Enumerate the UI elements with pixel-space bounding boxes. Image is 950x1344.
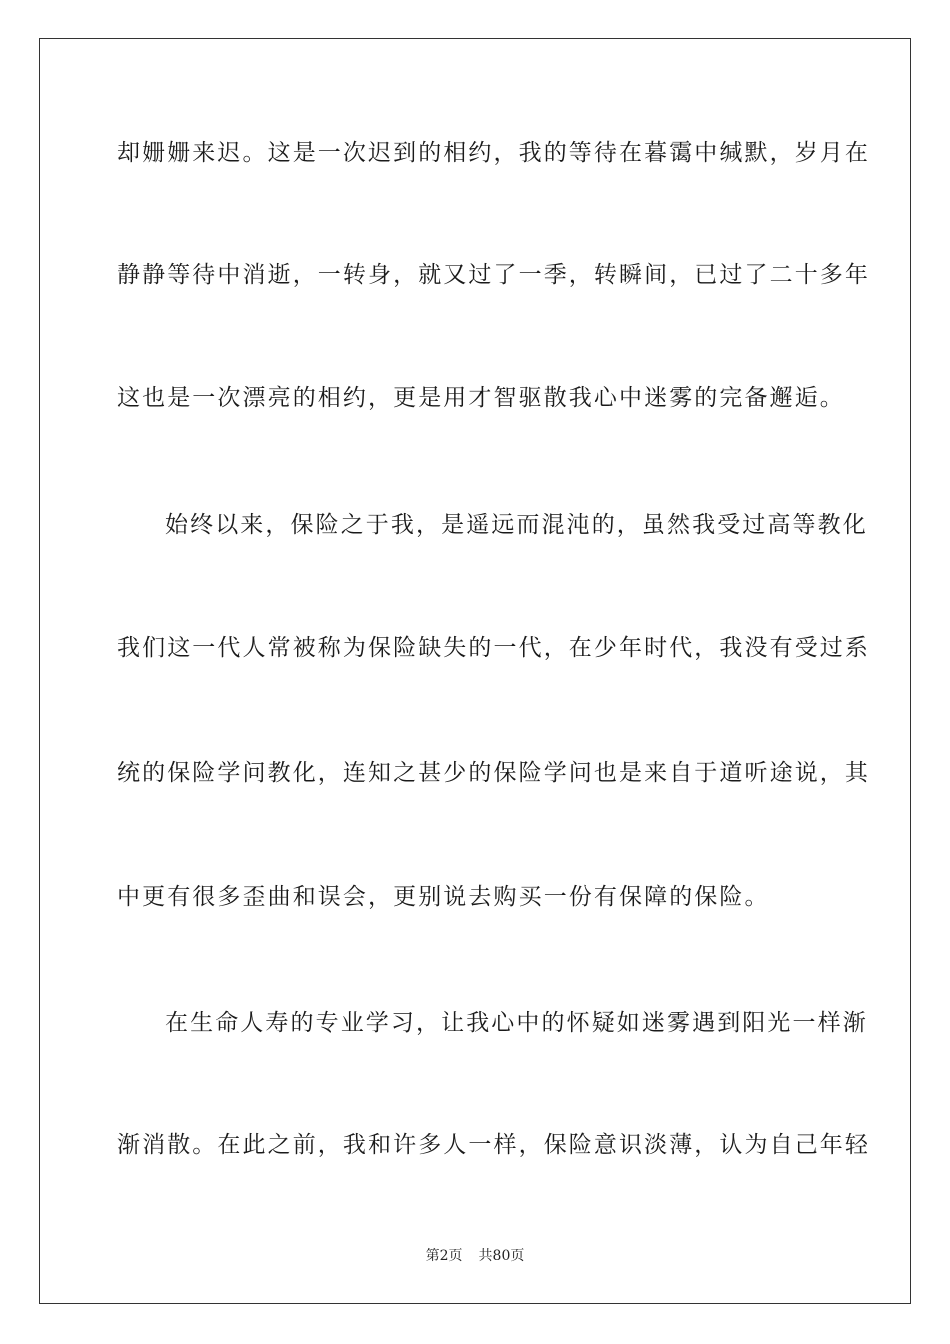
text-line-6: 统的保险学问教化，连知之甚少的保险学问也是来自于道听途说，其 xyxy=(117,760,870,786)
text-line-5: 我们这一代人常被称为保险缺失的一代，在少年时代，我没有受过系 xyxy=(117,635,870,661)
text-line-3: 这也是一次漂亮的相约，更是用才智驱散我心中迷雾的完备邂逅。 xyxy=(117,385,845,411)
text-line-4-paragraph-start: 始终以来，保险之于我，是遥远而混沌的，虽然我受过高等教化 xyxy=(165,512,868,538)
text-line-1: 却姗姗来迟。这是一次迟到的相约，我的等待在暮霭中缄默，岁月在 xyxy=(117,140,870,166)
page-number: 第2页 xyxy=(425,1248,463,1264)
page-total: 共80页 xyxy=(478,1248,525,1264)
text-line-7: 中更有很多歪曲和误会，更别说去购买一份有保障的保险。 xyxy=(117,884,770,910)
page-footer xyxy=(0,1246,950,1266)
page-border xyxy=(39,38,911,1304)
text-line-2: 静静等待中消逝，一转身，就又过了一季，转瞬间，已过了二十多年 xyxy=(117,262,870,288)
text-line-8-paragraph-start: 在生命人寿的专业学习，让我心中的怀疑如迷雾遇到阳光一样渐 xyxy=(165,1010,868,1036)
text-line-9: 渐消散。在此之前，我和许多人一样，保险意识淡薄，认为自己年轻 xyxy=(117,1132,870,1158)
